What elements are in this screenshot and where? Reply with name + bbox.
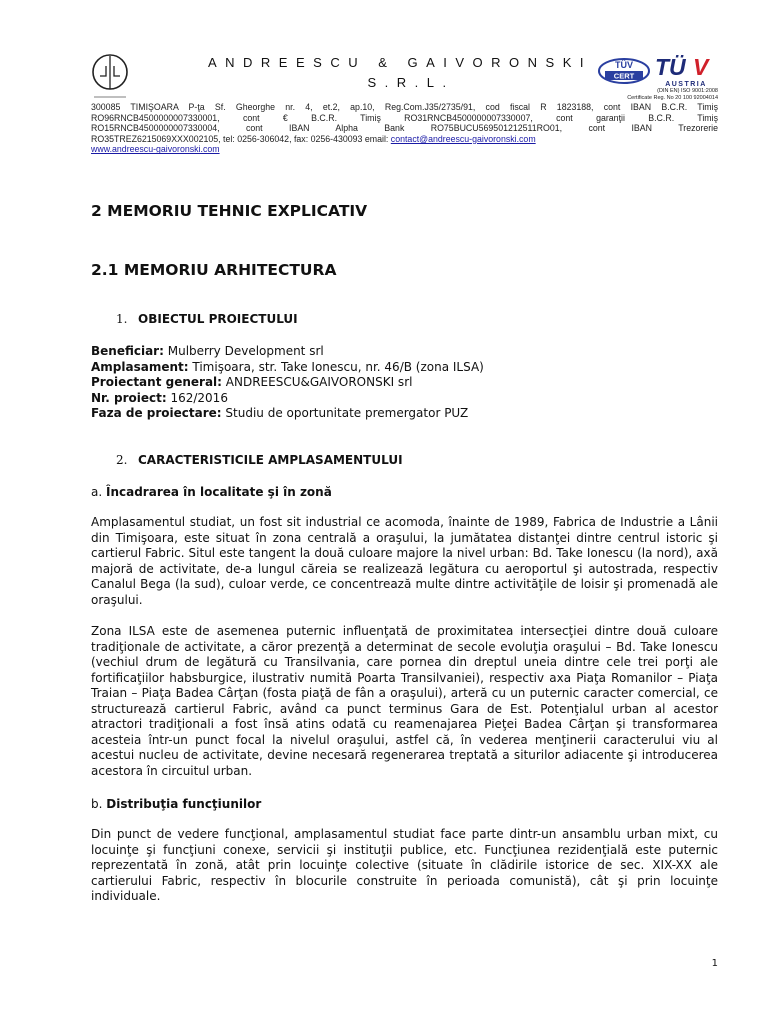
svg-text:V: V — [693, 54, 709, 80]
website-row — [91, 144, 718, 155]
tuv-cert-logo-icon — [597, 56, 651, 86]
page-number: 1 — [711, 958, 718, 969]
subheading-a — [91, 485, 332, 499]
paragraph-3: Din punct de vedere funcţional, amplasamentul studiat face parte dintr-un ansamblu urban mixt, cu locuinţe şi funcţiuni conexe, servicii şi instituţii publice, etc. Funcţiunea rezidenţială este puternic reprezentată în zonă, atât prin locuinţe colective (situate în clădirile istorice de sec. XIX-XX ale cartierului Fabric, respectiv în blocurile construite în perioada comunistă), cât şi prin locuinţe individuale. — [91, 827, 718, 903]
iso-certificate-text — [600, 88, 718, 101]
subheading-prefix: b. — [91, 797, 103, 811]
heading-number: 2. — [116, 453, 128, 467]
info-label: Beneficiar: — [91, 344, 164, 358]
heading-obiectul-proiectului: OBIECTUL PROIECTULUI — [138, 312, 298, 326]
contact-line-text: RO35TREZ6215069XXX002105, tel: 0256-306042, fax: 0256-430093 email: — [91, 133, 391, 144]
info-value: Studiu de oportunitate premergator PUZ — [225, 406, 469, 420]
contact-line: RO96RNCB4500000007330001, cont € B.C.R. Timiş RO31RNCB4500000007330007, cont garanţii B.C.R. Timiş — [91, 112, 718, 123]
info-row-faza — [91, 406, 651, 422]
website-link[interactable]: www.andreescu-gaivoronski.com — [91, 144, 220, 155]
svg-text:TÜ: TÜ — [655, 54, 686, 80]
info-value: Timişoara, str. Take Ionescu, nr. 46/B (zona ILSA) — [192, 359, 484, 374]
iso-standard: (DIN EN) ISO 9001:2008 — [657, 88, 718, 94]
info-row-nr-proiect — [91, 391, 651, 407]
contact-line — [91, 134, 718, 145]
svg-text:CERT: CERT — [613, 71, 635, 81]
contact-line: RO15RNCB4500000007330004, cont IBAN Alpha Bank RO75BUCU569501212511RO01, cont IBAN Trezorerie — [91, 123, 718, 134]
project-info — [91, 344, 651, 422]
subsection-title: 2.1 MEMORIU ARHITECTURA — [91, 261, 337, 279]
svg-text:AUSTRIA: AUSTRIA — [665, 81, 707, 88]
info-value: Mulberry Development srl — [167, 344, 324, 358]
subheading-title: Încadrarea în localitate şi în zonă — [106, 485, 332, 499]
tuv-austria-icon — [653, 53, 719, 89]
certificate-reg-no: Certificate Reg. No 20 100 92004014 — [627, 94, 718, 101]
info-value: ANDREESCU&GAIVORONSKI srl — [225, 375, 413, 389]
email-link[interactable]: contact@andreescu-gaivoronski.com — [390, 133, 536, 144]
contact-line: 300085 TIMIŞOARA P-ţa Sf. Gheorghe nr. 4, et.2, ap.10, Reg.Com.J35/2735/91, cod fiscal R 1823188, cont IBAN B.C.R. Timiş — [91, 102, 718, 112]
subheading-title: Distribuţia funcţiunilor — [106, 797, 262, 811]
section-title: 2 MEMORIU TEHNIC EXPLICATIV — [91, 202, 368, 220]
heading-number: 1. — [116, 312, 128, 326]
info-row-proiectant — [91, 375, 651, 391]
info-label: Amplasament: — [91, 359, 189, 374]
info-label: Nr. proiect: — [91, 390, 167, 405]
tuv-austria-logo — [653, 53, 719, 89]
company-logo-icon — [88, 52, 132, 100]
svg-text:TÜV: TÜV — [615, 60, 633, 70]
subheading-prefix: a. — [91, 485, 103, 499]
paragraph-2: Zona ILSA este de asemenea puternic influenţată de proximitatea intersecţiei dintre două culoare tradiţionale de activitate, a căror prezenţă a determinat de secole evoluţia oraşului – Bd. Take Ionescu (vechiul drum de legătură cu Transilvania, care pornea din dreptul uneia dintre cele trei porţi ale fortificaţiilor habsburgice, ilustrativ numită Poarta Transilvaniei), respectiv axa Piaţa Romanilor – Piaţa Traian – Piaţa Badea Cârţan (fosta piaţă de fân a oraşului), arteră cu un puternic caracter comercial, ce structurează cartierul Fabric, având ca punct terminus Gara de Est. Potenţialul urban al acestor atractori tradiţionali a fost însă atins odată cu reamenajarea Pieţei Badea Cârţan şi transformarea acesteia într-un punct focal la nivelul oraşului, astfel că, în vederea menţinerii caracterului viu al acestui nucleu de activitate, devine necesară regenerarea treptată a siturilor adiacente şi introducerea acestora în circuitul urban. — [91, 624, 718, 778]
info-row-beneficiar — [91, 344, 651, 360]
firm-name-line1: ANDREESCU & GAIVORONSKI — [207, 55, 593, 70]
heading-caracteristici: CARACTERISTICILE AMPLASAMENTULUI — [138, 453, 403, 467]
info-row-amplasament — [91, 360, 651, 376]
firm-name-line2: S.R.L. — [367, 75, 455, 90]
subheading-b — [91, 797, 261, 811]
paragraph-1: Amplasamentul studiat, un fost sit industrial ce acomoda, înainte de 1989, Fabrica de Industrie a Lânii din Timişoara, este situat în zona centrală a oraşului, la jumătatea distanţei dintre centrul istoric şi cartierul Fabric. Situl este tangent la două culoare majore la nivel urban: Bd. Take Ionescu (la nord), axă majoră de activitate, de-a lungul căreia se realizează legătura cu aeroportul şi autostrada, respectiv Canalul Bega (la sud), culoar verde, ce concentrează multe dintre activităţile de loisir şi promenadă ale oraşului. — [91, 515, 718, 607]
contact-block — [91, 102, 718, 155]
firm-name — [150, 53, 650, 93]
info-label: Faza de proiectare: — [91, 406, 222, 420]
info-value: 162/2016 — [170, 390, 228, 405]
info-label: Proiectant general: — [91, 375, 222, 389]
